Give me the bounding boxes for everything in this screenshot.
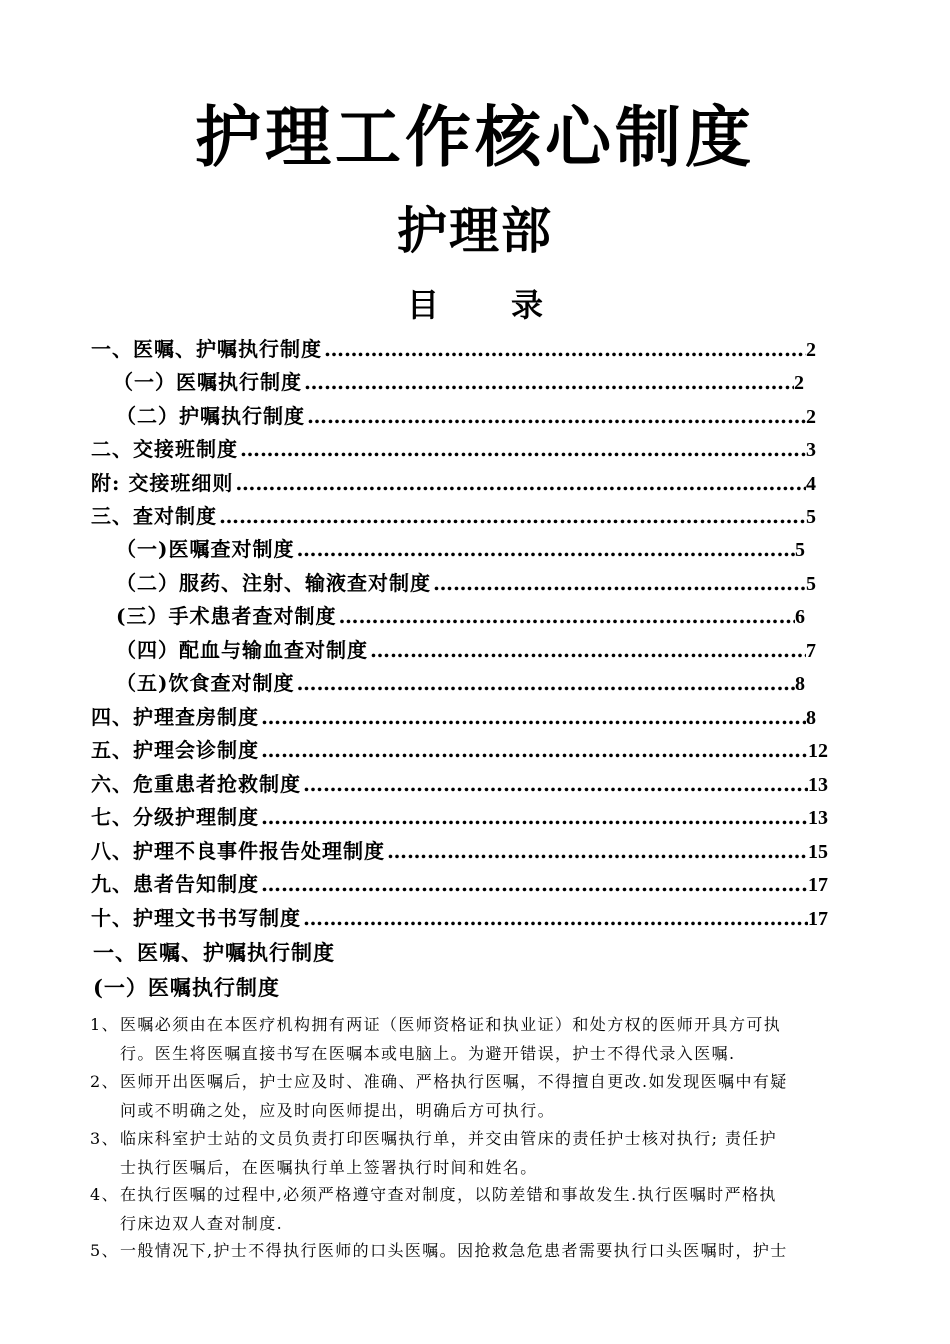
paragraph-item	[90, 1236, 865, 1265]
toc-leader	[305, 400, 806, 433]
item-number: 5、	[90, 1241, 119, 1260]
toc-entry-label: （一）医嘱执行制度	[113, 370, 302, 394]
toc-entry[interactable]	[116, 667, 805, 700]
item-number: 1、	[90, 1015, 119, 1034]
toc-entry[interactable]	[91, 333, 816, 366]
toc-leader	[259, 734, 808, 767]
toc-entry[interactable]	[91, 868, 828, 901]
item-text: 在执行医嘱的过程中,必须严格遵守查对制度，以防差错和事故发生.执行医嘱时严格执	[120, 1185, 777, 1204]
item-text: 一般情况下,护士不得执行医师的口头医嘱。因抢救急危患者需要执行口头医嘱时，护士	[120, 1241, 788, 1260]
toc-leader	[294, 533, 795, 566]
item-text-continued: 行。医生将医嘱直接书写在医嘱本或电脑上。为避开错误，护士不得代录入医嘱.	[120, 1044, 736, 1063]
toc-entry-page: 5	[806, 506, 816, 528]
toc-entry-label: (三）手术患者查对制度	[116, 604, 337, 628]
toc-entry-page: 5	[795, 539, 805, 561]
paragraph-item	[90, 1010, 865, 1068]
toc-entry-label: （一)医嘱查对制度	[116, 537, 295, 561]
toc-entry[interactable]	[91, 768, 828, 801]
toc-entry-label: （五)饮食查对制度	[116, 671, 295, 695]
toc-entry[interactable]	[91, 835, 828, 868]
toc-leader	[259, 868, 808, 901]
toc-leader	[431, 567, 806, 600]
toc-entry[interactable]	[113, 366, 804, 399]
toc-entry[interactable]	[116, 400, 816, 433]
toc-leader	[336, 600, 795, 633]
item-text: 临床科室护士站的文员负责打印医嘱执行单，并交由管床的责任护士核对执行; 责任护	[120, 1129, 778, 1148]
toc-entry[interactable]	[116, 600, 805, 633]
toc-entry[interactable]	[116, 533, 805, 566]
toc-leader	[301, 768, 808, 801]
toc-entry[interactable]	[91, 701, 816, 734]
toc-entry-page: 13	[808, 807, 828, 829]
department-title: 护理部	[397, 201, 553, 260]
toc-title-char-2: 录	[511, 286, 544, 324]
item-text-continued: 士执行医嘱后，在医嘱执行单上签署执行时间和姓名。	[120, 1158, 538, 1177]
toc-entry[interactable]	[91, 801, 828, 834]
toc-leader	[302, 366, 794, 399]
toc-entry-label: 五、护理会诊制度	[91, 738, 259, 762]
toc-leader	[301, 902, 808, 935]
toc-entry-page: 2	[794, 372, 804, 394]
paragraph-item	[90, 1067, 865, 1125]
toc-entry-label: 二、交接班制度	[91, 437, 238, 461]
toc-leader	[238, 433, 806, 466]
toc-entry-page: 4	[806, 473, 816, 495]
toc-entry-page: 7	[806, 640, 816, 662]
toc-entry[interactable]	[91, 433, 816, 466]
item-number: 2、	[90, 1072, 119, 1091]
toc-entry-label: （二）服药、注射、输液查对制度	[116, 571, 431, 595]
toc-entry-label: 七、分级护理制度	[91, 805, 259, 829]
toc-entry-page: 2	[806, 339, 816, 361]
toc-entry[interactable]	[116, 634, 816, 667]
item-text: 医师开出医嘱后，护士应及时、准确、严格执行医嘱，不得擅自更改.如发现医嘱中有疑	[120, 1072, 788, 1091]
toc-entry-page: 8	[795, 673, 805, 695]
toc-leader	[217, 500, 806, 533]
toc-entry-label: 六、危重患者抢救制度	[91, 772, 301, 796]
toc-title	[0, 283, 950, 327]
toc-leader	[322, 333, 806, 366]
paragraph-item	[90, 1124, 865, 1182]
toc-entry-page: 17	[808, 874, 828, 896]
toc-leader	[259, 701, 806, 734]
toc-entry-page: 2	[806, 406, 816, 428]
toc-entry-label: （四）配血与输血查对制度	[116, 638, 368, 662]
toc-leader	[233, 467, 806, 500]
item-text-continued: 问或不明确之处，应及时向医师提出，明确后方可执行。	[120, 1101, 556, 1120]
toc-entry-label: （二）护嘱执行制度	[116, 404, 305, 428]
toc-entry-page: 17	[808, 908, 828, 930]
toc-entry[interactable]	[91, 467, 816, 500]
toc-entry-page: 15	[808, 841, 828, 863]
toc-entry-page: 13	[808, 774, 828, 796]
toc-entry-label: 四、护理查房制度	[91, 705, 259, 729]
toc-entry-label: 三、查对制度	[91, 504, 217, 528]
section-heading: 一、医嘱、护嘱执行制度	[93, 940, 335, 965]
toc-entry[interactable]	[116, 567, 816, 600]
item-text-continued: 行床边双人查对制度.	[120, 1214, 284, 1233]
paragraph-item	[90, 1180, 865, 1238]
toc-entry-page: 5	[806, 573, 816, 595]
toc-entry-page: 8	[806, 707, 816, 729]
toc-entry-page: 3	[806, 439, 816, 461]
item-number: 3、	[90, 1129, 119, 1148]
toc-entry-label: 一、医嘱、护嘱执行制度	[91, 337, 322, 361]
toc-leader	[294, 667, 795, 700]
item-text: 医嘱必须由在本医疗机构拥有两证（医师资格证和执业证）和处方权的医师开具方可执	[120, 1015, 782, 1034]
toc-leader	[368, 634, 806, 667]
toc-entry[interactable]	[91, 734, 828, 767]
toc-entry-label: 十、护理文书书写制度	[91, 906, 301, 930]
toc-entry-label: 八、护理不良事件报告处理制度	[91, 839, 385, 863]
toc-entry-page: 12	[808, 740, 828, 762]
toc-entry[interactable]	[91, 500, 816, 533]
toc-title-char-1: 目	[406, 286, 439, 324]
item-number: 4、	[90, 1185, 119, 1204]
toc-entry-page: 6	[795, 606, 805, 628]
toc-entry-label: 九、患者告知制度	[91, 872, 259, 896]
toc-entry-label: 附: 交接班细则	[91, 471, 234, 495]
document-title: 护理工作核心制度	[195, 98, 755, 176]
toc-leader	[259, 801, 808, 834]
toc-leader	[385, 835, 808, 868]
subsection-heading: (一）医嘱执行制度	[93, 975, 280, 1000]
toc-entry[interactable]	[91, 902, 828, 935]
